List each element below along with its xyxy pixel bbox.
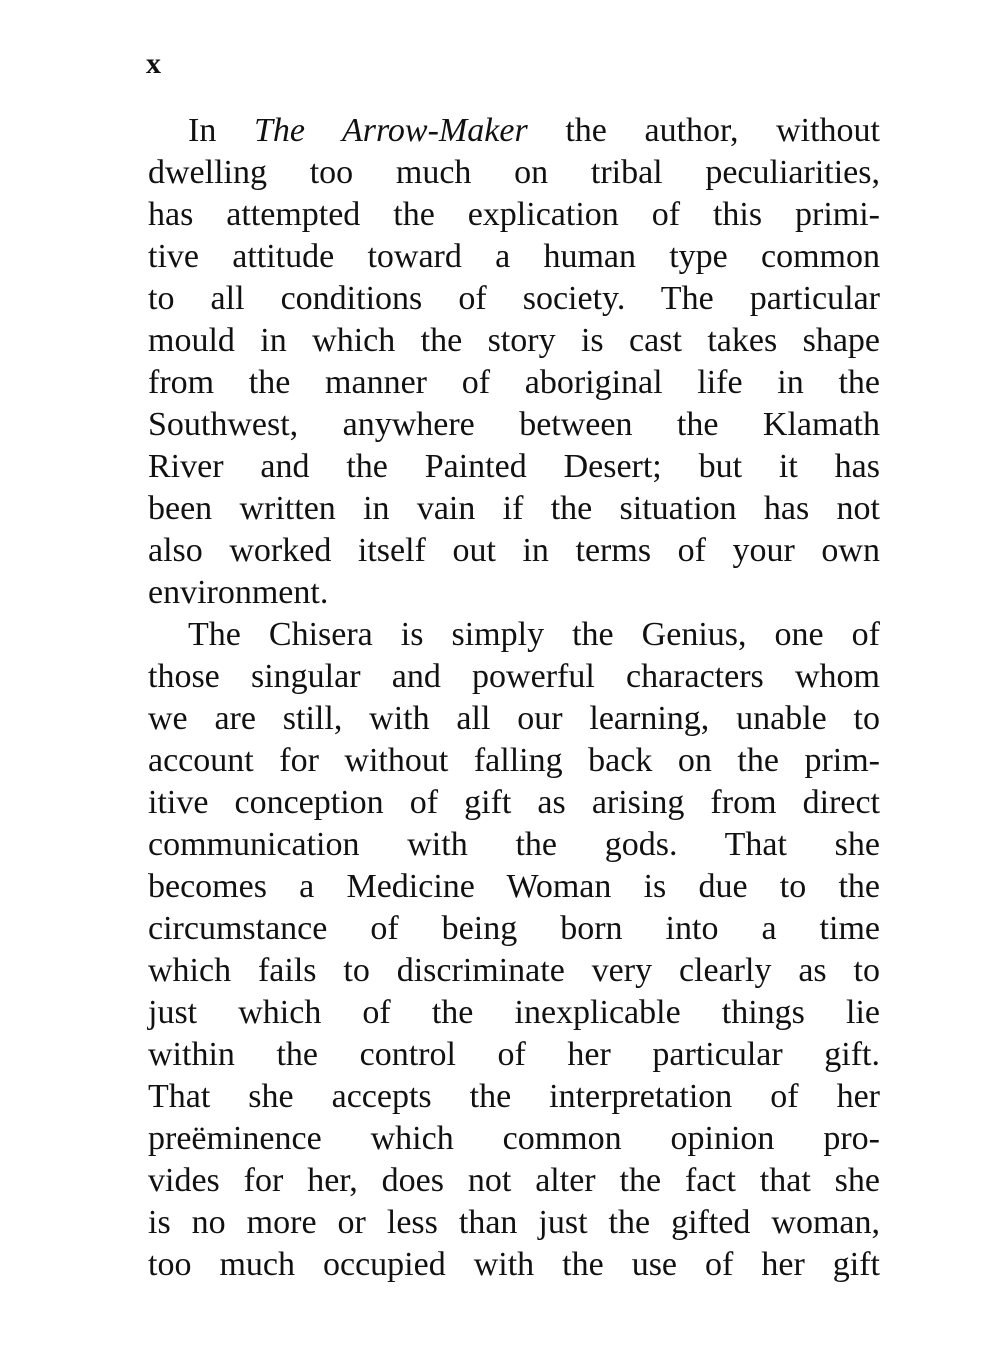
paragraph-line: dwelling too much on tribal peculiarities, (148, 154, 880, 191)
page-number: x (146, 47, 161, 80)
paragraph-line: been written in vain if the situation has not (148, 490, 880, 527)
paragraph-1 (148, 110, 880, 614)
paragraph-line: those singular and powerful characters whom (148, 658, 880, 695)
paragraph-line: to all conditions of society. The particular (148, 280, 880, 317)
paragraph-line: preëminence which common opinion pro- (148, 1120, 880, 1157)
book-title: The Arrow-Maker (253, 112, 528, 149)
paragraph-line: too much occupied with the use of her gift (148, 1246, 880, 1283)
paragraph-line: vides for her, does not alter the fact that she (148, 1162, 880, 1199)
paragraph-line: becomes a Medicine Woman is due to the (148, 868, 880, 905)
paragraph-line: from the manner of aboriginal life in the (148, 364, 880, 401)
paragraph-line: environment. (148, 574, 329, 611)
paragraph-line: That she accepts the interpretation of her (148, 1078, 880, 1115)
paragraph-2 (148, 614, 880, 1286)
paragraph-line: is no more or less than just the gifted woman, (148, 1204, 880, 1241)
paragraph-line: we are still, with all our learning, unable to (148, 700, 880, 737)
line-text-after-title: the author, without (527, 112, 880, 149)
paragraph-line: River and the Painted Desert; but it has (148, 448, 880, 485)
paragraph-line: communication with the gods. That she (148, 826, 880, 863)
body-text (148, 110, 880, 1286)
paragraph-line: mould in which the story is cast takes shape (148, 322, 880, 359)
paragraph-line: also worked itself out in terms of your own (148, 532, 880, 569)
paragraph-line: The Chisera is simply the Genius, one of (188, 616, 880, 653)
paragraph-line: circumstance of being born into a time (148, 910, 880, 947)
paragraph-line: has attempted the explication of this primi- (148, 196, 880, 233)
paragraph-line (148, 110, 880, 152)
paragraph-line: just which of the inexplicable things lie (148, 994, 880, 1031)
paragraph-line: Southwest, anywhere between the Klamath (148, 406, 880, 443)
paragraph-line: within the control of her particular gift. (148, 1036, 880, 1073)
paragraph-line: account for without falling back on the prim- (148, 742, 880, 779)
paragraph-line: itive conception of gift as arising from direct (148, 784, 880, 821)
paragraph-line: which fails to discriminate very clearly as to (148, 952, 880, 989)
line-text-before-title: In (188, 112, 254, 149)
paragraph-line: tive attitude toward a human type common (148, 238, 880, 275)
